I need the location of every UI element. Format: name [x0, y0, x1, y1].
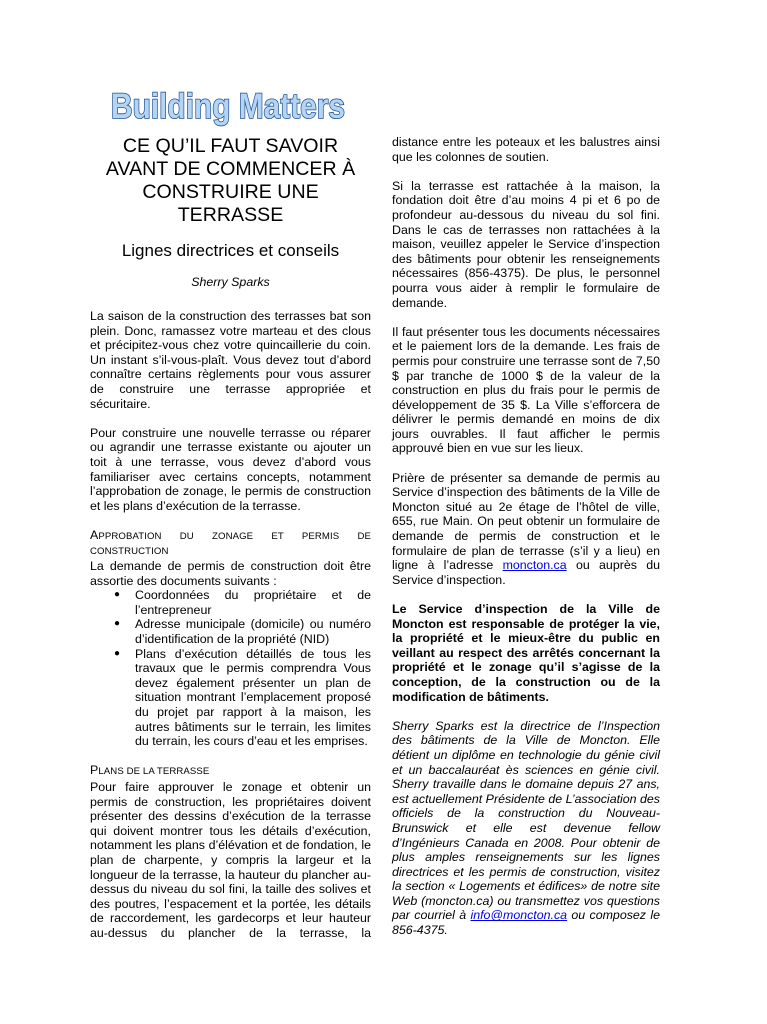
title-line: CONSTRUIRE UNE: [142, 181, 319, 203]
bullet-icon: ●: [114, 647, 121, 659]
list-item: [90, 617, 371, 646]
heading-initial: A: [90, 527, 99, 542]
building-matters-logo: [109, 82, 349, 132]
heading-text: LANS DE LA TERRASSE: [98, 766, 210, 778]
bio-text: ou composez le 856-4375.: [392, 908, 660, 938]
right-column: [392, 135, 660, 938]
paragraph: Pour faire approuver le zonage et obtenir un permis de construction, les propriétaires doivent présenter des dessins d’exécution de la terrasse qui doivent montrer tous les détails d’exécution, notamment les plans d’élévation et de fondation, le plan de charpente, y compris la largeur et la longueur de la terrasse, la hauteur du plancher au-dessus du niveau du sol fini, la taille des solives et des poutres, l’espacement et la portée, les détails de raccordement, les gardecorps et leur hauteur au-dessus du plancher de la terrasse, la: [90, 780, 371, 940]
article-author: Sherry Sparks: [191, 275, 270, 289]
section-heading-zoning: [90, 528, 371, 559]
bio-text: Sherry Sparks est la directrice de l’Inspection des bâtiments de la Ville de Moncton. Elle détient un diplôme en technologie du génie civil et un baccalauréat ès sciences en génie civil. Sherry travaille dans le domaine depuis 27 ans, est actuellement Présidente de L’association des officiels de la construction du Nouveau-Brunswick et elle est devenue fellow d’Ingénieurs Canada en 2008. Pour obtenir de plus amples renseignements sur les lignes directrices et les permis de construction, visitez la section « Logements et édifices» de notre site Web (moncton.ca) ou transmettez vos questions par courriel à: [392, 718, 660, 923]
article-subtitle: Lignes directrices et conseils: [121, 241, 340, 260]
document-list: [90, 588, 371, 749]
title-line: AVANT DE COMMENCER À: [105, 158, 356, 180]
article-title: [90, 135, 371, 227]
list-item-text: Coordonnées du propriétaire et de l’entrepreneur: [135, 588, 371, 617]
list-item-text: Adresse municipale (domicile) ou numéro d’identification de la propriété (NID): [135, 617, 371, 647]
author-bio: [392, 719, 660, 938]
left-column: [90, 135, 371, 941]
paragraph: distance entre les poteaux et les balustres ainsi que les colonnes de soutien.: [392, 135, 660, 164]
bullet-icon: ●: [114, 589, 121, 601]
heading-initial: P: [90, 763, 99, 778]
heading-text: PPROBATION DU ZONAGE ET PERMIS DE CONSTRUCTION: [90, 530, 371, 557]
bullet-icon: ●: [114, 618, 121, 630]
paragraph: Il faut présenter tous les documents nécessaires et le paiement lors de la demande. Les frais de permis pour construire une terrasse sont de 7,50 $ par tranche de 1000 $ de la valeur de la construction en plus du frais pour le permis de développement de 35 $. La Ville s’efforcera de délivrer le permis demandé en moins de dix jours ouvrables. Il faut afficher le permis approuvé bien en vue sur les lieux.: [392, 324, 660, 456]
email-link[interactable]: info@moncton.ca: [470, 908, 568, 923]
masthead-text: Building Matters: [111, 87, 345, 126]
mission-statement: Le Service d’inspection de la Ville de Moncton est responsable de protéger la vie, la propriété et le mieux-être du public en veillant au respect des arrêtés concernant la propriété et le zonage qu’il s’agisse de la conception, de la construction ou de la modification de bâtiments.: [392, 602, 660, 704]
list-item: [90, 647, 371, 749]
section-heading-plans: [90, 763, 371, 780]
paragraph: La saison de la construction des terrasses bat son plein. Donc, ramassez votre marteau et des clous et précipitez-vous chez votre quincaillerie du coin. Un instant s’il-vous-plaît. Vous devez tout d’abord connaître certains règlements pour vous assurer de construire une terrasse appropriée et sécuritaire.: [90, 309, 371, 411]
list-item-text: Plans d’exécution détaillés de tous les travaux que le permis comprendra Vous devez également présenter un plan de situation montrant l’emplacement proposé du projet par rapport à la maison, les autres bâtiments sur le terrain, les limites du terrain, les cours d’eau et les emprises.: [135, 646, 371, 749]
paragraph: Pour construire une nouvelle terrasse ou réparer ou agrandir une terrasse existante ou ajouter un toit à une terrasse, vous devez d’abord vous familiariser avec certains concepts, notamment l’approbation de zonage, le permis de construction et les plans d’exécution de la terrasse.: [90, 425, 371, 513]
paragraph: [392, 471, 660, 588]
paragraph: La demande de permis de construction doit être assortie des documents suivants :: [90, 559, 371, 588]
list-item: [90, 588, 371, 617]
title-line: CE QU’IL FAUT SAVOIR: [122, 135, 339, 157]
paragraph-text: ou auprès du Service d’inspection.: [392, 558, 661, 587]
paragraph-text: Prière de présenter sa demande de permis au Service d’inspection des bâtiments de la Ville de Moncton situé au 2e étage de l’hôtel de ville, 655, rue Main. On peut obtenir un formulaire de demande de permis de construction et le formulaire de plan de terrasse (s’il y a lieu) en ligne à l’adresse: [392, 470, 660, 573]
title-line: TERRASSE: [177, 204, 284, 226]
paragraph: Si la terrasse est rattachée à la maison, la fondation doit être d’au moins 4 pi et 6 po de profondeur au-dessous du niveau du sol fini. Dans le cas de terrasses non rattachées à la maison, veuillez appeler le Service d’inspection des bâtiments pour obtenir les renseignements nécessaires (856-4375). De plus, le personnel pourra vous aider à remplir le formulaire de demande.: [392, 178, 660, 310]
moncton-link[interactable]: moncton.ca: [502, 558, 567, 573]
